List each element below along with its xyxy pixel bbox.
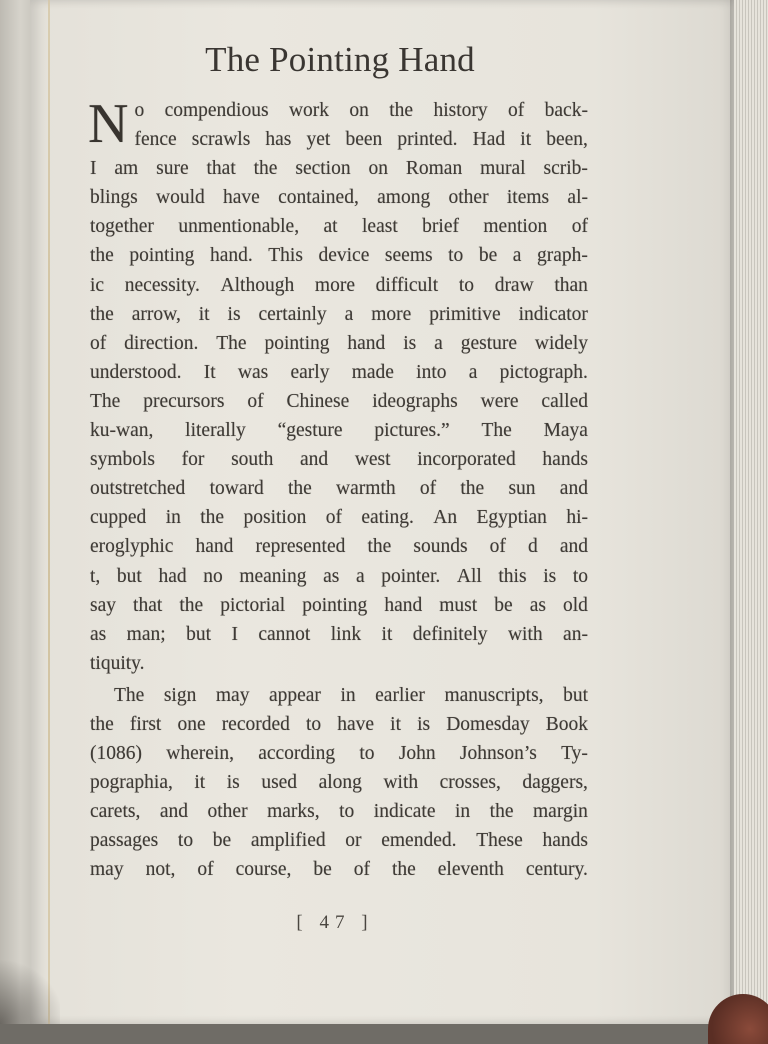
text-line: say that the pictorial pointing hand must be as old [90,594,588,616]
text-line: I am sure that the section on Roman mural scrib- [90,158,588,180]
text-line: together unmentionable, at least brief mention of [90,216,588,238]
text-line: carets, and other marks, to indicate in the margin [90,801,588,823]
corner-shadow [0,954,60,1024]
text-line: symbols for south and west incorporated hands [90,449,588,471]
text-line: (1086) wherein, according to John Johnson’s Ty- [90,743,588,765]
body-text [88,93,588,885]
paragraph-2 [90,681,588,885]
text-line: understood. It was early made into a pictograph. [90,361,588,383]
drop-cap: N [88,93,129,155]
text-line: of direction. The pointing hand is a gesture widely [90,332,588,354]
text-line: The precursors of Chinese ideographs were called [90,390,588,412]
paragraph-1 [88,93,588,678]
text-line: passages to be amplified or emended. These hands [90,830,588,852]
text-line: fence scrawls has yet been printed. Had it been, [134,129,588,151]
text-line: cupped in the position of eating. An Egyptian hi- [90,507,588,529]
text-line: may not, of course, be of the eleventh century. [90,859,588,881]
text-line: o compendious work on the history of back- [134,100,588,121]
text-line: tiquity. [90,652,145,674]
text-line: blings would have contained, among other items al- [90,187,588,209]
text-line: outstretched toward the warmth of the sun and [90,478,588,500]
text-line: The sign may appear in earlier manuscripts, but [114,684,588,706]
previous-page-edge [0,0,34,1024]
page-title: The Pointing Hand [205,40,475,79]
text-line: the first one recorded to have it is Domesday Book [90,713,588,735]
page-gutter [48,0,50,1024]
text-line: as man; but I cannot link it definitely with an- [90,623,588,645]
text-line: pographia, it is used along with crosses, daggers, [90,772,588,794]
drop-cap-lines [134,96,588,154]
text-line: the pointing hand. This device seems to be a graph- [90,245,588,267]
page-number: [ 47 ] [296,912,374,933]
text-line: t, but had no meaning as a pointer. All this is to [90,565,588,587]
text-line: ku-wan, literally “gesture pictures.” The Maya [90,420,588,442]
text-line: ic necessity. Although more difficult to draw than [90,274,588,296]
text-line: eroglyphic hand represented the sounds of d and [90,536,588,558]
page-stack-edges [734,0,768,1024]
text-line: the arrow, it is certainly a more primitive indicator [90,303,588,325]
